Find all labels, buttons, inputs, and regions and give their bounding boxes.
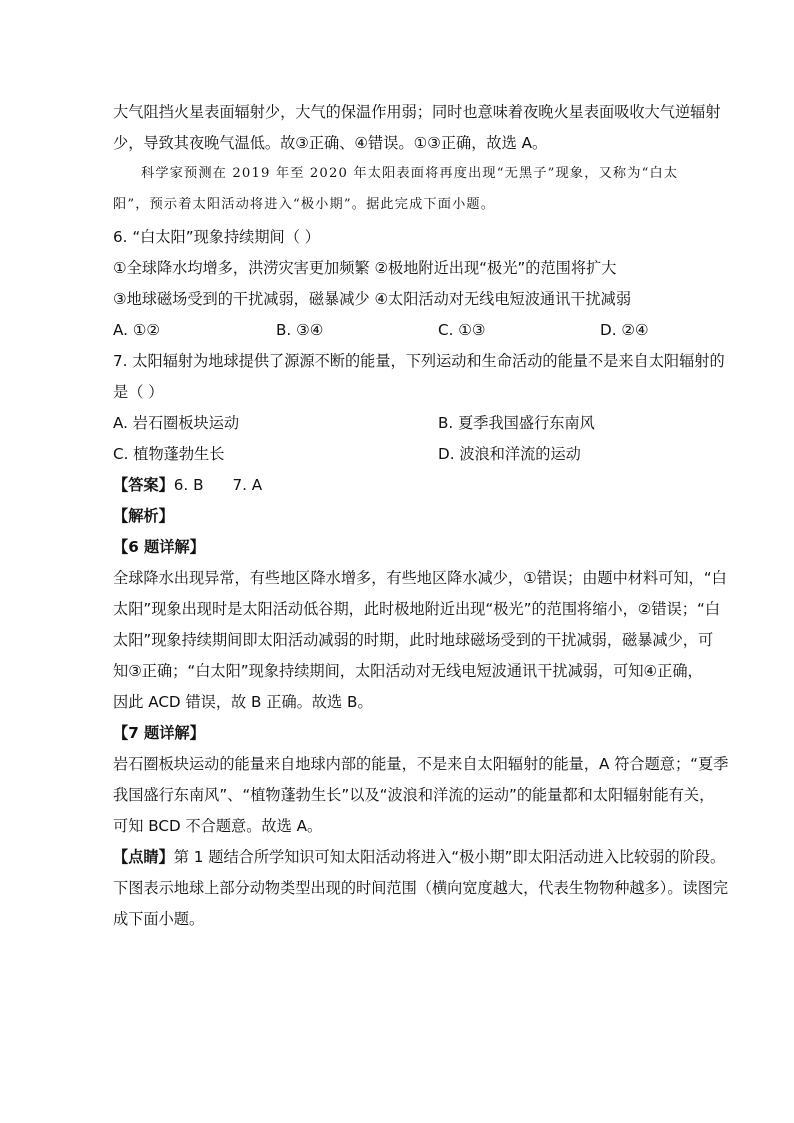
material-line-1: 科学家预测在 2019 年至 2020 年太阳表面将再度出现“无黑子”现象，又称为“白太 [141, 166, 679, 181]
q6-stem: 6. “白太阳”现象持续期间（ ） [113, 228, 320, 246]
detail7-label: 【7 题详解】 [113, 724, 205, 742]
answer-line [113, 473, 262, 497]
q6-option-a[interactable]: A. ①② [113, 321, 161, 339]
detail6-line-1: 全球降水出现异常，有些地区降水增多，有些地区降水减少，①错误；由题中材料可知，“白 [113, 569, 727, 587]
material-line-2: 阳”，预示着太阳活动将进入“极小期”。据此完成下面小题。 [113, 197, 496, 212]
tip-label: 【点睛】 [113, 848, 174, 866]
tip-line [113, 845, 725, 869]
q7-option-b[interactable]: B. 夏季我国盛行东南风 [438, 414, 595, 432]
q6-option-d[interactable]: D. ②④ [600, 321, 649, 339]
analysis-label: 【解析】 [113, 507, 174, 525]
q7-stem-line-1: 7. 太阳辐射为地球提供了源源不断的能量，下列运动和生命活动的能量不是来自太阳辐射的 [113, 352, 725, 370]
detail7-line-2: 我国盛行东南风”、“植物蓬勃生长”以及“波浪和洋流的运动”的能量都和太阳辐射能有关， [113, 786, 715, 804]
q7-stem-line-2: 是（ ） [113, 383, 164, 401]
q6-statement-1: ①全球降水均增多，洪涝灾害更加频繁 ②极地附近出现“极光”的范围将扩大 [113, 259, 617, 277]
q7-option-d[interactable]: D. 波浪和洋流的运动 [438, 445, 581, 463]
detail6-line-5: 因此 ACD 错误，故 B 正确。故选 B。 [113, 693, 373, 711]
answer-label: 【答案】 [113, 476, 174, 494]
detail6-line-4: 知③正确；“白太阳”现象持续期间，太阳活动对无线电短波通讯干扰减弱，可知④正确， [113, 662, 703, 680]
q6-statement-2: ③地球磁场受到的干扰减弱，磁暴减少 ④太阳活动对无线电短波通讯干扰减弱 [113, 290, 632, 308]
q7-option-c[interactable]: C. 植物蓬勃生长 [113, 445, 225, 463]
q6-option-b[interactable]: B. ③④ [276, 321, 324, 339]
detail6-label: 【6 题详解】 [113, 538, 205, 556]
detail6-line-2: 太阳”现象出现时是太阳活动低谷期，此时极地附近出现“极光”的范围将缩小，②错误；“白 [113, 600, 721, 618]
answer-text: 6. B 7. A [173, 476, 263, 494]
intro-line-2: 少，导致其夜晚气温低。故③正确、④错误。①③正确，故选 A。 [113, 134, 548, 152]
intro-line-1: 大气阻挡火星表面辐射少，大气的保温作用弱；同时也意味着夜晚火星表面吸收大气逆辐射 [113, 103, 721, 121]
detail7-line-3: 可知 BCD 不合题意。故选 A。 [113, 817, 323, 835]
tip-text: 第 1 题结合所学知识可知太阳活动将进入“极小期”即太阳活动进入比较弱的阶段。 [173, 848, 726, 866]
next-intro-line-1: 下图表示地球上部分动物类型出现的时间范围（横向宽度越大，代表生物物种越多）。读图完 [113, 879, 729, 897]
detail7-line-1: 岩石圈板块运动的能量来自地球内部的能量，不是来自太阳辐射的能量，A 符合题意；“夏季 [113, 755, 729, 773]
detail6-line-3: 太阳”现象持续期间即太阳活动减弱的时期，此时地球磁场受到的干扰减弱，磁暴减少，可 [113, 631, 714, 649]
next-intro-line-2: 成下面小题。 [113, 910, 205, 928]
q6-option-c[interactable]: C. ①③ [438, 321, 486, 339]
q7-option-a[interactable]: A. 岩石圈板块运动 [113, 414, 240, 432]
